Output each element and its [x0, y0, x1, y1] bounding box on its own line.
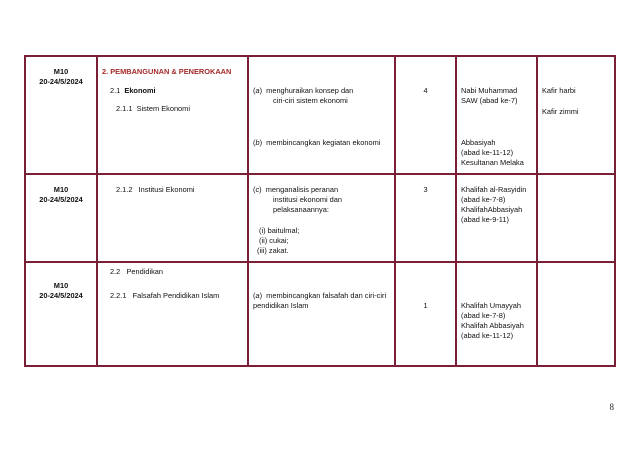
- week-cell: [25, 262, 97, 366]
- figure-line: (abad ke-7-8): [461, 311, 506, 320]
- topic-cell: [97, 262, 248, 366]
- week-label: M10: [53, 67, 69, 76]
- sub-subtopic: 2.2.1 Falsafah Pendidikan Islam: [110, 291, 220, 300]
- week-cell: [25, 56, 97, 174]
- term: Kafir harbi: [542, 86, 576, 95]
- week-date: 20-24/5/2024: [39, 77, 83, 86]
- subtopic: 2.2 Pendidikan: [110, 267, 164, 276]
- figures-cell: [456, 262, 537, 366]
- figure-line: (abad ke-11-12): [461, 148, 514, 157]
- sublist-item: (iii) zakat.: [257, 246, 289, 255]
- table-row: [25, 56, 615, 174]
- sub-subtopic: 2.1.2 Institusi Ekonomi: [116, 185, 195, 194]
- table-row: [25, 262, 615, 366]
- figure-line: (abad ke-11-12): [461, 331, 514, 340]
- objective-item: (a) membincangkan falsafah dan ciri-ciri: [253, 291, 387, 300]
- count-value: 1: [423, 301, 428, 310]
- count-cell: [395, 56, 456, 174]
- objective-cell: [248, 56, 395, 174]
- topic-cell: [97, 56, 248, 174]
- figure-line: SAW (abad ke-7): [461, 96, 518, 105]
- terms-cell: [537, 262, 615, 366]
- figure-line: KhalifahAbbasiyah: [461, 205, 523, 214]
- topic-heading: 2. PEMBANGUNAN & PENEROKAAN: [102, 67, 232, 76]
- table-row: [25, 174, 615, 262]
- subtopic: 2.1 Ekonomi: [110, 86, 156, 95]
- week-label: M10: [53, 185, 69, 194]
- topic-cell: [97, 174, 248, 262]
- terms-cell: [537, 174, 615, 262]
- objective-item-cont: pelaksanaannya:: [273, 205, 329, 214]
- count-cell: [395, 262, 456, 366]
- week-cell: [25, 174, 97, 262]
- count-value: 3: [423, 185, 428, 194]
- figure-line: Khalifah al-Rasyidin: [461, 185, 527, 194]
- sub-subtopic: 2.1.1 Sistem Ekonomi: [116, 104, 190, 113]
- term: Kafir zimmi: [542, 107, 579, 116]
- figures-cell: [456, 174, 537, 262]
- figure-line: Khalifah Umayyah: [461, 301, 521, 310]
- week-date: 20-24/5/2024: [39, 195, 83, 204]
- syllabus-table: [24, 55, 616, 367]
- objective-item-cont: pendidikan Islam: [253, 301, 309, 310]
- objective-item: (a) menghuraikan konsep dan: [253, 86, 354, 95]
- objective-item-cont: institusi ekonomi dan: [273, 195, 343, 204]
- sublist-item: (ii) cukai;: [259, 236, 289, 245]
- figure-line: Nabi Muhammad: [461, 86, 518, 95]
- page-number: 8: [609, 402, 614, 412]
- figure-line: (abad ke-7-8): [461, 195, 506, 204]
- terms-cell: [537, 56, 615, 174]
- objective-cell: [248, 174, 395, 262]
- figure-line: Kesultanan Melaka: [461, 158, 524, 167]
- figure-line: Abbasiyah: [461, 138, 496, 147]
- objective-item: (b) membincangkan kegiatan ekonomi: [253, 138, 381, 147]
- objective-cell: [248, 262, 395, 366]
- figure-line: Khalifah Abbasiyah: [461, 321, 524, 330]
- week-label: M10: [53, 281, 69, 290]
- count-value: 4: [423, 86, 428, 95]
- objective-item-cont: ciri-ciri sistem ekonomi: [273, 96, 348, 105]
- objective-item: (c) menganalisis peranan: [253, 185, 339, 194]
- week-date: 20-24/5/2024: [39, 291, 83, 300]
- sublist-item: (i) baitulmal;: [259, 226, 300, 235]
- figures-cell: [456, 56, 537, 174]
- count-cell: [395, 174, 456, 262]
- figure-line: (abad ke-9-11): [461, 215, 509, 224]
